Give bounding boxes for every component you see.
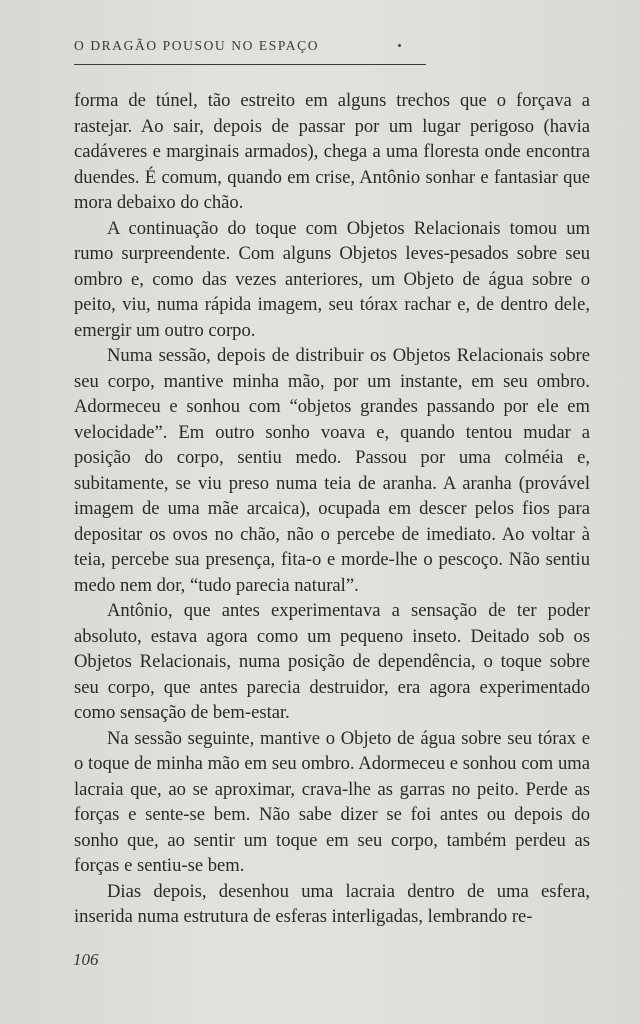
paragraph: Numa sessão, depois de distribuir os Objetos Relacionais sobre seu corpo, mantive minha mão, por um instante, em seu ombro. Adormeceu e sonhou com “objetos grandes passando por ele em velocidade”. Em outro sonho voava e, quando tentou mudar a posição do corpo, sentiu medo. Passou por uma colméia e, subitamente, se viu preso numa teia de aranha. A aranha (provável imagem de uma mãe arcaica), ocupada em descer pelos fios para depositar os ovos no chão, não o percebe de imediato. Ao voltar à teia, percebe sua presença, fita-o e morde-lhe o pescoço. Não sentiu medo nem dor, “tudo parecia natural”. xyxy=(74,345,590,596)
paragraph: A continuação do toque com Objetos Relacionais tomou um rumo surpreendente. Com alguns Objetos leves-pesados sobre seu ombro e, como das vezes anteriores, um Objeto de água sobre o peito, viu, numa rápida imagem, seu tórax rachar e, de dentro dele, emergir um outro corpo. xyxy=(74,217,590,341)
running-head-dot xyxy=(398,44,401,47)
body-text xyxy=(74,88,590,930)
running-head-rule xyxy=(74,64,426,65)
paragraph: Na sessão seguinte, mantive o Objeto de água sobre seu tórax e o toque de minha mão em seu ombro. Adormeceu e sonhou com uma lacraia que, ao se aproximar, crava-lhe as garras no peito. Perde as forças e sente-se bem. Não sabe dizer se foi antes ou depois do sonho que, ao sentir um toque em seu corpo, também perdeu as forças e sentiu-se bem. xyxy=(74,727,590,876)
page-number: 106 xyxy=(73,950,99,969)
running-head: O DRAGÃO POUSOU NO ESPAÇO xyxy=(74,38,320,53)
paragraph-last: Dias depois, desenhou uma lacraia dentro de uma esfera, inserida numa estrutura de esferas interligadas, lembrando re- xyxy=(74,880,590,927)
paragraph-continued: forma de túnel, tão estreito em alguns trechos que o forçava a rastejar. Ao sair, depois de passar por um lugar perigoso (havia cadáveres e marginais armados), chega a uma floresta onde encontra duendes. É comum, quando em crise, Antônio sonhar e fantasiar que mora debaixo do chão. xyxy=(74,90,590,213)
paragraph: Antônio, que antes experimentava a sensação de ter poder absoluto, estava agora como um pequeno inseto. Deitado sob os Objetos Relacionais, numa posição de dependência, o toque sobre seu corpo, que antes parecia destruidor, era agora experimentado como sensação de bem-estar. xyxy=(74,600,590,723)
